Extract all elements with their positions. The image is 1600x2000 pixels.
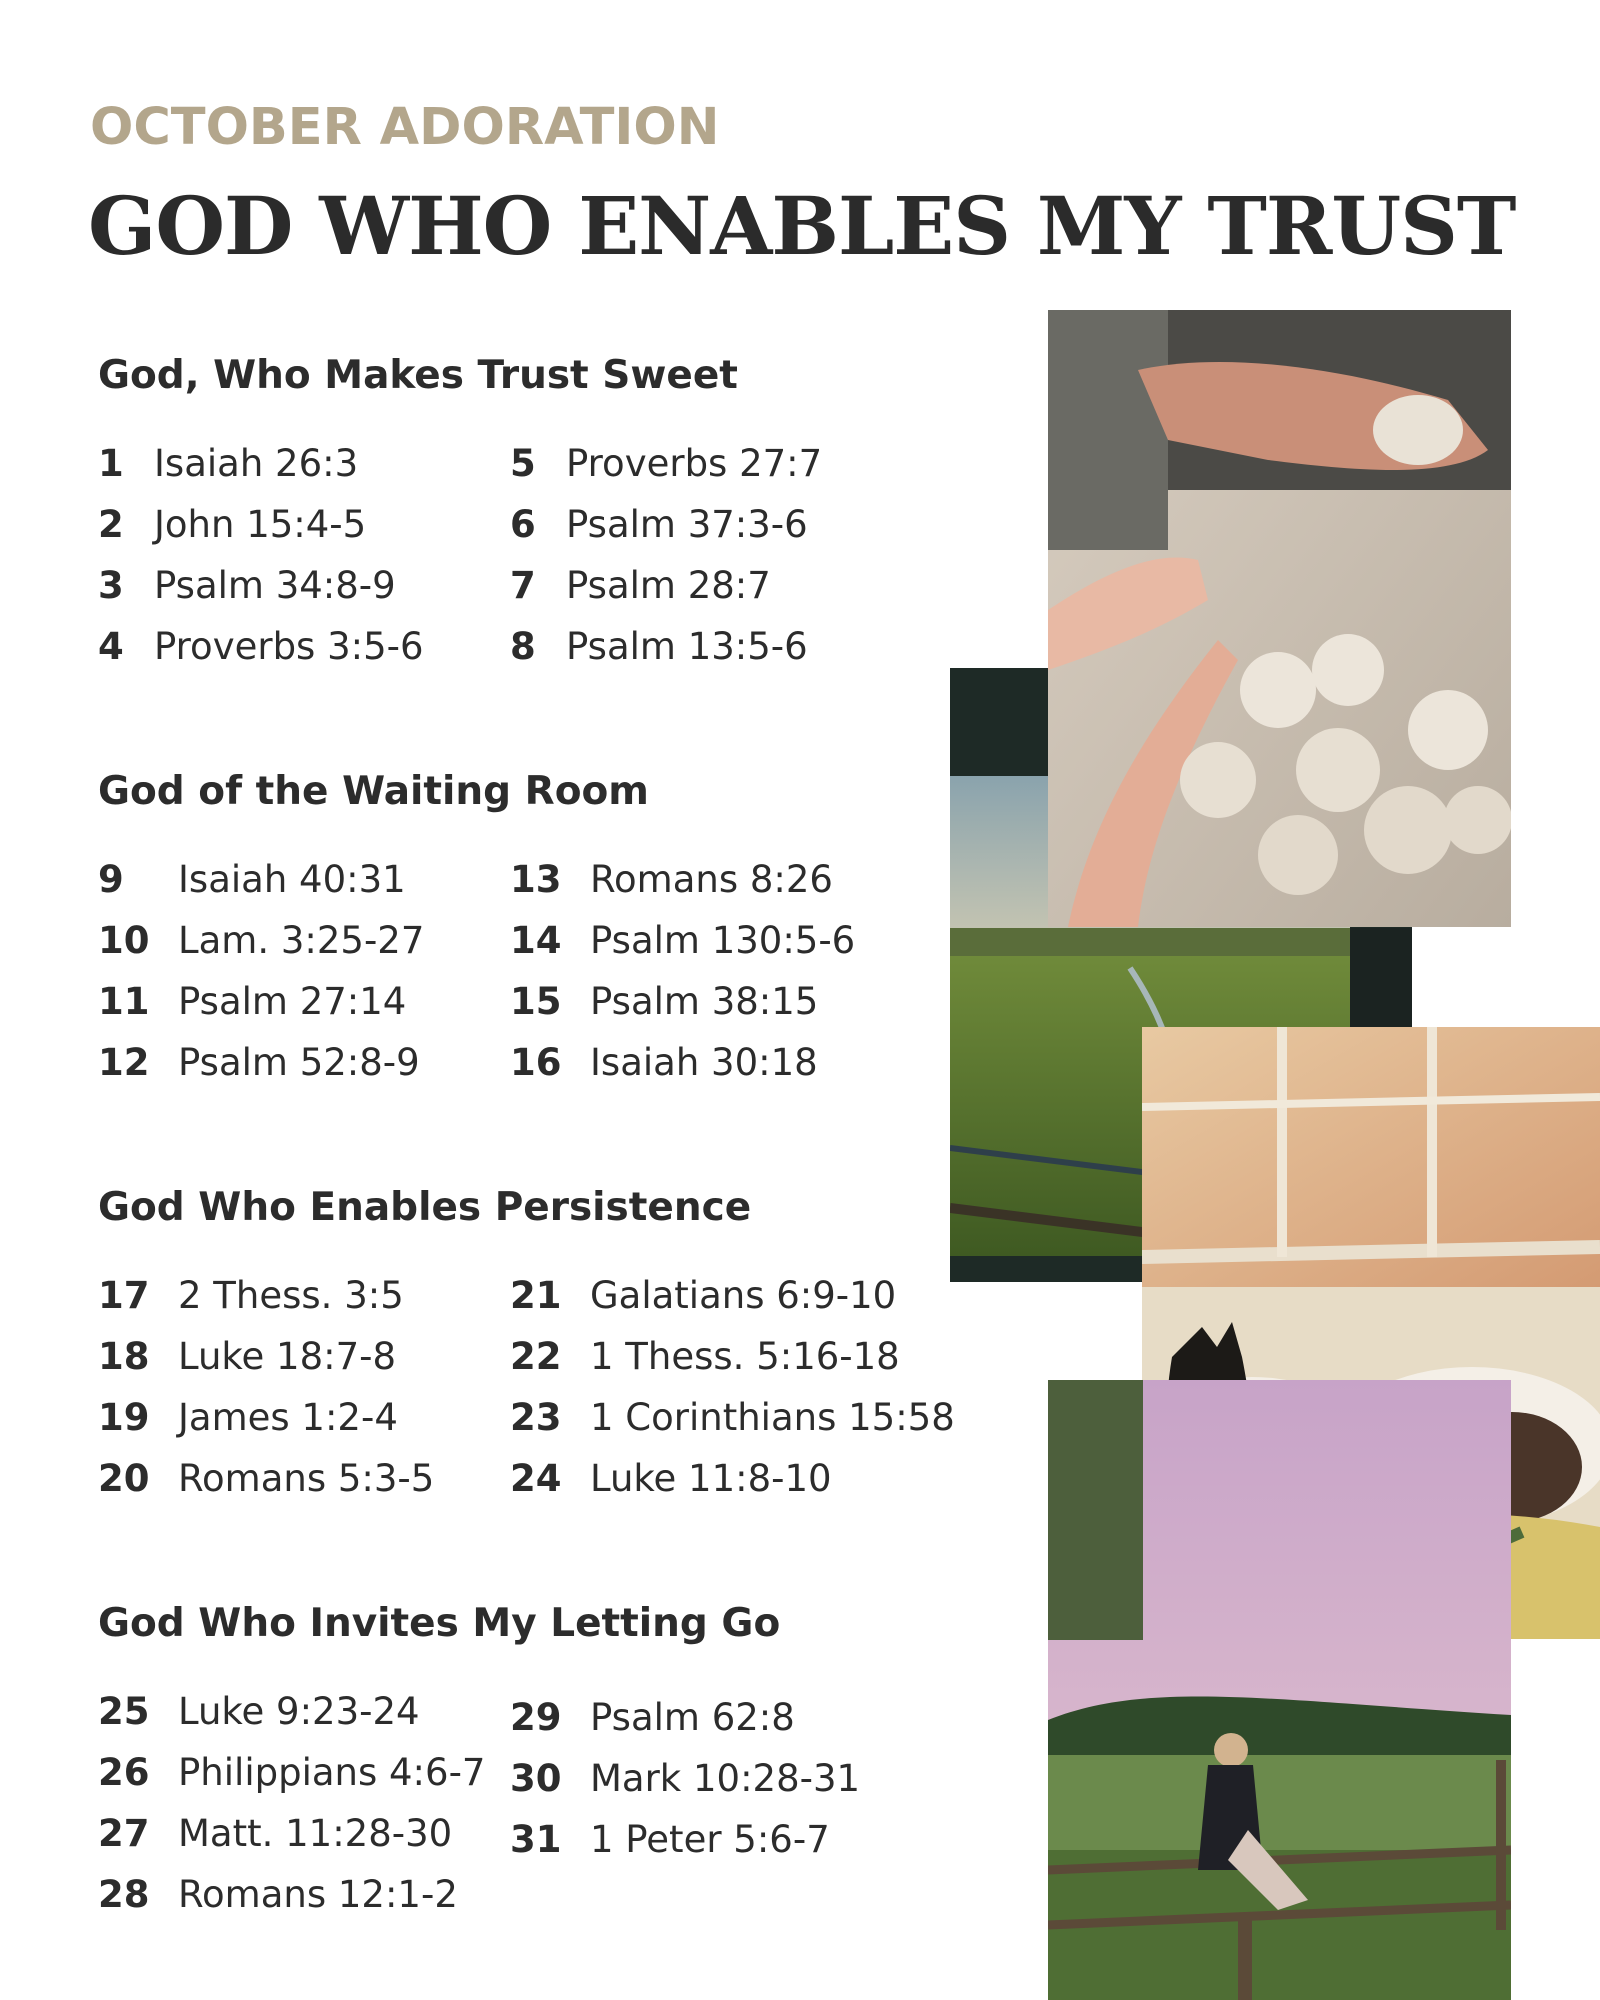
list-item — [510, 616, 822, 677]
day-number: 14 — [510, 919, 562, 962]
list-item — [98, 555, 424, 616]
day-number: 3 — [98, 564, 124, 607]
day-number: 25 — [98, 1690, 150, 1733]
day-number: 15 — [510, 980, 562, 1023]
list-item — [510, 971, 855, 1032]
day-number: 27 — [98, 1812, 150, 1855]
column-right — [510, 1687, 860, 1870]
scripture-ref: Isaiah 26:3 — [154, 442, 359, 485]
day-number: 5 — [510, 442, 536, 485]
section-trust-sweet — [98, 353, 978, 668]
list-item — [98, 1448, 434, 1509]
day-number: 16 — [510, 1041, 562, 1084]
list-item — [510, 433, 822, 494]
day-number: 1 — [98, 442, 124, 485]
dough-hands-image — [1048, 310, 1511, 927]
day-number: 2 — [98, 503, 124, 546]
day-number: 21 — [510, 1274, 562, 1317]
column-right — [510, 849, 855, 1093]
list-item — [510, 849, 855, 910]
scripture-ref: James 1:2-4 — [178, 1396, 398, 1439]
list-item — [98, 1326, 434, 1387]
section-persistence — [98, 1185, 978, 1500]
list-item — [98, 1864, 485, 1925]
list-item — [98, 849, 424, 910]
column-left — [98, 1265, 434, 1509]
scripture-ref: John 15:4-5 — [154, 503, 367, 546]
day-number: 31 — [510, 1818, 562, 1861]
day-number: 19 — [98, 1396, 150, 1439]
day-number: 7 — [510, 564, 536, 607]
day-number: 22 — [510, 1335, 562, 1378]
day-number: 26 — [98, 1751, 150, 1794]
scripture-ref: Psalm 130:5-6 — [590, 919, 856, 962]
list-item — [98, 494, 424, 555]
list-item — [510, 1687, 860, 1748]
scripture-ref: Psalm 34:8-9 — [154, 564, 396, 607]
day-number: 28 — [98, 1873, 150, 1916]
list-item — [98, 1032, 424, 1093]
scripture-ref: Psalm 13:5-6 — [566, 625, 808, 668]
day-number: 24 — [510, 1457, 562, 1500]
list-item — [510, 1032, 855, 1093]
scripture-ref: Psalm 28:7 — [566, 564, 771, 607]
scripture-ref: 1 Thess. 5:16-18 — [590, 1335, 900, 1378]
scripture-ref: Isaiah 40:31 — [178, 858, 406, 901]
scripture-ref: Philippians 4:6-7 — [178, 1751, 486, 1794]
list-item — [98, 433, 424, 494]
scripture-ref: Romans 12:1-2 — [178, 1873, 458, 1916]
day-number: 6 — [510, 503, 536, 546]
scripture-ref: Lam. 3:25-27 — [178, 919, 425, 962]
section-heading: God Who Invites My Letting Go — [98, 1601, 781, 1646]
scripture-ref: Psalm 52:8-9 — [178, 1041, 420, 1084]
list-item — [98, 1681, 485, 1742]
scripture-ref: Psalm 37:3-6 — [566, 503, 808, 546]
list-item — [98, 971, 424, 1032]
scripture-ref: Luke 9:23-24 — [178, 1690, 420, 1733]
list-item — [98, 1265, 434, 1326]
scripture-ref: Proverbs 3:5-6 — [154, 625, 424, 668]
day-number: 23 — [510, 1396, 562, 1439]
photo-girl-fence — [1048, 1380, 1511, 2000]
list-item — [510, 1326, 955, 1387]
list-item — [510, 1809, 860, 1870]
scripture-ref: Luke 11:8-10 — [590, 1457, 832, 1500]
girl-fence-image — [1048, 1380, 1511, 2000]
scripture-ref: Matt. 11:28-30 — [178, 1812, 453, 1855]
list-item — [510, 1448, 955, 1509]
day-number: 18 — [98, 1335, 150, 1378]
column-left — [98, 849, 424, 1093]
section-heading: God Who Enables Persistence — [98, 1185, 752, 1230]
scripture-ref: Romans 5:3-5 — [178, 1457, 435, 1500]
column-right — [510, 1265, 955, 1509]
scripture-ref: Isaiah 30:18 — [590, 1041, 818, 1084]
day-number: 4 — [98, 625, 124, 668]
day-number: 29 — [510, 1696, 562, 1739]
day-number: 17 — [98, 1274, 150, 1317]
day-number: 13 — [510, 858, 562, 901]
scripture-ref: Romans 8:26 — [590, 858, 833, 901]
page-kicker: OCTOBER ADORATION — [90, 98, 720, 157]
list-item — [510, 1748, 860, 1809]
list-item — [510, 1387, 955, 1448]
scripture-ref: Proverbs 27:7 — [566, 442, 823, 485]
day-number: 12 — [98, 1041, 150, 1084]
day-number: 10 — [98, 919, 150, 962]
section-waiting-room — [98, 769, 978, 1084]
page-title: GOD WHO ENABLES MY TRUST — [88, 179, 1516, 273]
photo-dough-hands — [1048, 310, 1511, 927]
day-number: 11 — [98, 980, 150, 1023]
scripture-ref: Psalm 62:8 — [590, 1696, 795, 1739]
scripture-ref: Psalm 27:14 — [178, 980, 407, 1023]
day-number: 20 — [98, 1457, 150, 1500]
list-item — [98, 1803, 485, 1864]
scripture-ref: Mark 10:28-31 — [590, 1757, 861, 1800]
list-item — [98, 910, 424, 971]
column-left — [98, 1681, 485, 1925]
scripture-ref: 1 Peter 5:6-7 — [590, 1818, 830, 1861]
scripture-ref: 2 Thess. 3:5 — [178, 1274, 404, 1317]
day-number: 9 — [98, 858, 124, 901]
list-item — [510, 555, 822, 616]
list-item — [98, 1387, 434, 1448]
section-heading: God of the Waiting Room — [98, 769, 649, 814]
list-item — [98, 616, 424, 677]
list-item — [510, 910, 855, 971]
section-heading: God, Who Makes Trust Sweet — [98, 353, 738, 398]
list-item — [510, 1265, 955, 1326]
day-number: 30 — [510, 1757, 562, 1800]
section-letting-go — [98, 1601, 978, 1916]
scripture-ref: Galatians 6:9-10 — [590, 1274, 897, 1317]
column-left — [98, 433, 424, 677]
column-right — [510, 433, 822, 677]
scripture-ref: Psalm 38:15 — [590, 980, 819, 1023]
list-item — [98, 1742, 485, 1803]
scripture-ref: 1 Corinthians 15:58 — [590, 1396, 955, 1439]
scripture-ref: Luke 18:7-8 — [178, 1335, 397, 1378]
list-item — [510, 494, 822, 555]
day-number: 8 — [510, 625, 536, 668]
